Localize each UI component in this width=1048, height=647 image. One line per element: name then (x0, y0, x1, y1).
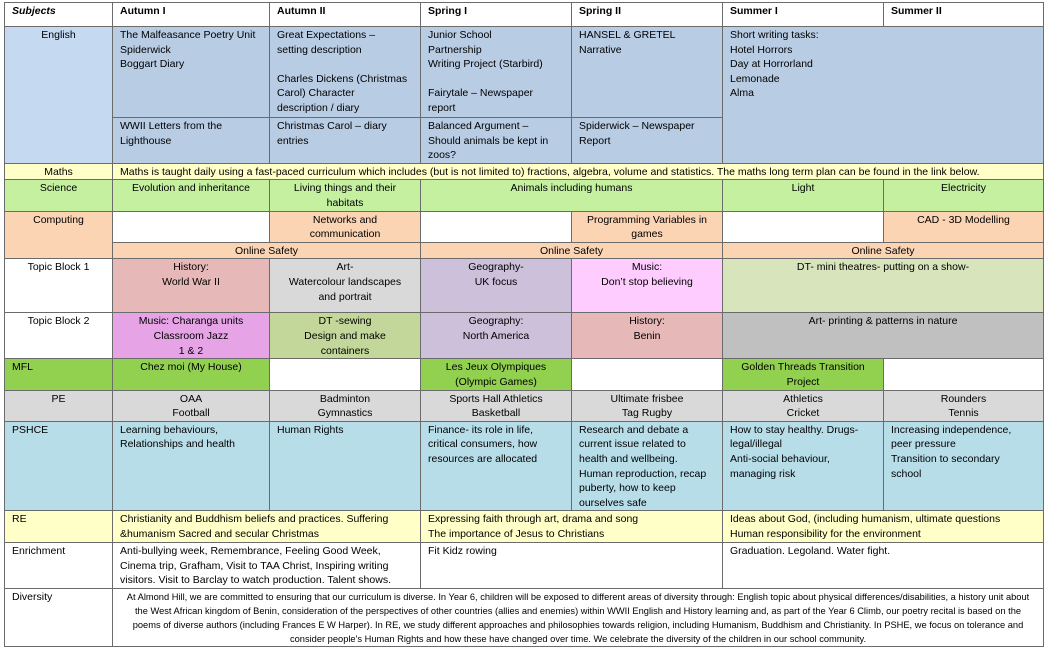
header-spring-1: Spring I (421, 3, 572, 27)
english-spring-2-b: Spiderwick – Newspaper Report (572, 118, 723, 164)
english-label: English (5, 27, 113, 164)
mfl-autumn-2 (270, 359, 421, 390)
re-spring: Expressing faith through art, drama and song The importance of Jesus to Christians (421, 511, 723, 543)
pe-autumn-1: OAA Football (113, 390, 270, 421)
computing-spring-2: Programming Variables in games (572, 211, 723, 242)
online-safety-row (5, 242, 1044, 259)
topic-1-autumn-1: History: World War II (113, 259, 270, 313)
enrichment-label: Enrichment (5, 543, 113, 589)
pe-autumn-2: Badminton Gymnastics (270, 390, 421, 421)
header-autumn-1: Autumn I (113, 3, 270, 27)
re-label: RE (5, 511, 113, 543)
topic-block-2-label: Topic Block 2 (5, 313, 113, 359)
topic-1-spring-1: Geography- UK focus (421, 259, 572, 313)
pe-spring-2: Ultimate frisbee Tag Rugby (572, 390, 723, 421)
maths-label: Maths (5, 163, 113, 180)
pe-summer-2: Rounders Tennis (884, 390, 1044, 421)
science-autumn-2: Living things and their habitats (270, 180, 421, 211)
topic-1-spring-2: Music: Don’t stop believing (572, 259, 723, 313)
topic-2-spring-1: Geography: North America (421, 313, 572, 359)
maths-text: Maths is taught daily using a fast-paced curriculum which includes (but is not limited to) fractions, algebra, volume and statistics. The maths long term plan can be found in the link below. (113, 163, 1044, 180)
computing-summer-2: CAD - 3D Modelling (884, 211, 1044, 242)
pe-spring-1: Sports Hall Athletics Basketball (421, 390, 572, 421)
pshce-autumn-1: Learning behaviours, Relationships and health (113, 421, 270, 511)
header-summer-2: Summer II (884, 3, 1044, 27)
english-row (5, 27, 1044, 118)
topic-1-autumn-2: Art- Watercolour landscapes and portrait (270, 259, 421, 313)
topic-2-autumn-2: DT -sewing Design and make containers (270, 313, 421, 359)
computing-autumn-2: Networks and communication (270, 211, 421, 242)
curriculum-table (4, 2, 1044, 647)
header-row (5, 3, 1044, 27)
topic-1-summer: DT- mini theatres- putting on a show- (723, 259, 1044, 313)
online-safety-autumn: Online Safety (113, 242, 421, 259)
diversity-text: At Almond Hill, we are committed to ensuring that our curriculum is diverse. In Year 6, children will be exposed to different areas of diversity through: English topic about physical differences/disabilities, a history unit about the West African kingdom of Benin, consideration of the perspectives of other countries (allies and enemies) within WWII English and History learning and, as part of the Year 6 Climb, our poetry recital is based on the poems of diverse authors (including Frances E W Harper). In RE, we study different approaches and philosophies towards religion, including Humanism, Buddhism and Christianity. In PSHE, we focus on tolerance and consider people's Human Rights and how these have changed over time. We celebrate the diversity of the children in our school community. (113, 589, 1044, 647)
mfl-spring-2 (572, 359, 723, 390)
english-autumn-1-a: The Malfeasance Poetry Unit Spiderwick Boggart Diary (113, 27, 270, 118)
computing-label: Computing (5, 211, 113, 259)
header-summer-1: Summer I (723, 3, 884, 27)
pshce-summer-2: Increasing independence, peer pressure Transition to secondary school (884, 421, 1044, 511)
pshce-autumn-2: Human Rights (270, 421, 421, 511)
diversity-label: Diversity (5, 589, 113, 647)
topic-2-summer: Art- printing & patterns in nature (723, 313, 1044, 359)
maths-row (5, 163, 1044, 180)
topic-block-2-row (5, 313, 1044, 359)
enrichment-row (5, 543, 1044, 589)
pe-row (5, 390, 1044, 421)
enrichment-summer: Graduation. Legoland. Water fight. (723, 543, 1044, 589)
science-spring: Animals including humans (421, 180, 723, 211)
computing-summer-1 (723, 211, 884, 242)
diversity-row (5, 589, 1044, 647)
science-autumn-1: Evolution and inheritance (113, 180, 270, 211)
topic-block-1-row (5, 259, 1044, 313)
enrichment-autumn: Anti-bullying week, Remembrance, Feeling Good Week, Cinema trip, Grafham, Visit to TAA Christ, Inspiring writing visitors. Visit to Barclay to watch production. Talent shows. (113, 543, 421, 589)
re-autumn: Christianity and Buddhism beliefs and practices. Suffering &humanism Sacred and secular Christmas (113, 511, 421, 543)
pshce-summer-1: How to stay healthy. Drugs- legal/illegal Anti-social behaviour, managing risk (723, 421, 884, 511)
header-autumn-2: Autumn II (270, 3, 421, 27)
online-safety-spring: Online Safety (421, 242, 723, 259)
pe-label: PE (5, 390, 113, 421)
pshce-row (5, 421, 1044, 511)
english-summer: Short writing tasks: Hotel Horrors Day at Horrorland Lemonade Alma (723, 27, 1044, 164)
english-autumn-2-a: Great Expectations – setting description Charles Dickens (Christmas Carol) Character description / diary (270, 27, 421, 118)
computing-spring-1 (421, 211, 572, 242)
pshce-label: PSHCE (5, 421, 113, 511)
science-label: Science (5, 180, 113, 211)
header-subjects: Subjects (5, 3, 113, 27)
topic-block-1-label: Topic Block 1 (5, 259, 113, 313)
science-summer-1: Light (723, 180, 884, 211)
english-autumn-1-b: WWII Letters from the Lighthouse (113, 118, 270, 164)
english-spring-1-b: Balanced Argument – Should animals be kept in zoos? (421, 118, 572, 164)
mfl-spring-1: Les Jeux Olympiques (Olympic Games) (421, 359, 572, 390)
re-summer: Ideas about God, (including humanism, ultimate questions Human responsibility for the environment (723, 511, 1044, 543)
science-summer-2: Electricity (884, 180, 1044, 211)
mfl-row (5, 359, 1044, 390)
computing-row (5, 211, 1044, 242)
enrichment-spring: Fit Kidz rowing (421, 543, 723, 589)
science-row (5, 180, 1044, 211)
pshce-spring-1: Finance- its role in life, critical consumers, how resources are allocated (421, 421, 572, 511)
pshce-spring-2: Research and debate a current issue related to health and wellbeing. Human reproduction, recap puberty, how to keep ourselves safe (572, 421, 723, 511)
topic-2-spring-2: History: Benin (572, 313, 723, 359)
computing-autumn-1 (113, 211, 270, 242)
english-spring-1-a: Junior School Partnership Writing Project (Starbird) Fairytale – Newspaper report (421, 27, 572, 118)
pe-summer-1: Athletics Cricket (723, 390, 884, 421)
re-row (5, 511, 1044, 543)
english-spring-2-a: HANSEL & GRETEL Narrative (572, 27, 723, 118)
mfl-autumn-1: Chez moi (My House) (113, 359, 270, 390)
mfl-summer-2 (884, 359, 1044, 390)
header-spring-2: Spring II (572, 3, 723, 27)
topic-2-autumn-1: Music: Charanga units Classroom Jazz 1 & 2 (113, 313, 270, 359)
english-autumn-2-b: Christmas Carol – diary entries (270, 118, 421, 164)
online-safety-summer: Online Safety (723, 242, 1044, 259)
mfl-summer-1: Golden Threads Transition Project (723, 359, 884, 390)
mfl-label: MFL (5, 359, 113, 390)
